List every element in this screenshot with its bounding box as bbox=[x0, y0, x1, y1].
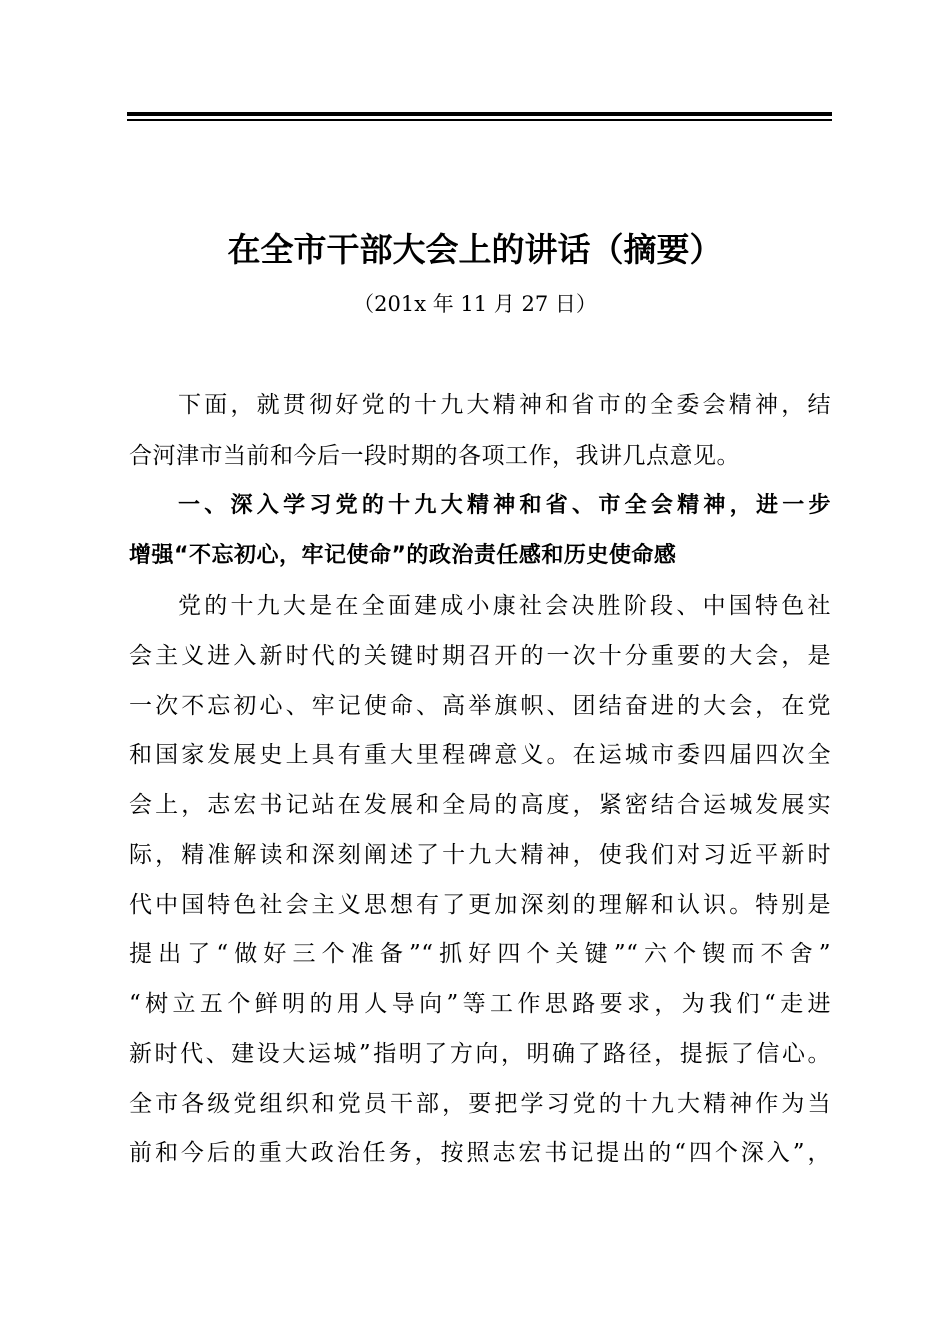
body-line: 会上，志宏书记站在发展和全局的高度，紧密结合运城发展实 bbox=[129, 792, 831, 818]
body-line: 代中国特色社会主义思想有了更加深刻的理解和认识。特别是 bbox=[129, 892, 831, 918]
body-line: 际，精准解读和深刻阐述了十九大精神，使我们对习近平新时 bbox=[129, 842, 831, 868]
body-line: 新时代、建设大运城”指明了方向，明确了路径，提振了信心。 bbox=[129, 1041, 831, 1067]
body-line: 一次不忘初心、牢记使命、高举旗帜、团结奋进的大会，在党 bbox=[129, 693, 831, 719]
header-rule-thick bbox=[127, 112, 832, 116]
body-line: “树立五个鲜明的用人导向”等工作思路要求，为我们“走进 bbox=[129, 991, 831, 1017]
body-line: 提出了“做好三个准备”“抓好四个关键”“六个锲而不舍” bbox=[129, 941, 831, 967]
body-line: 下面，就贯彻好党的十九大精神和省市的全委会精神，结 bbox=[178, 392, 831, 418]
body-line: 和国家发展史上具有重大里程碑意义。在运城市委四届四次全 bbox=[129, 742, 831, 768]
section-heading-line: 一、深入学习党的十九大精神和省、市全会精神，进一步 bbox=[178, 493, 831, 518]
section-heading-line: 增强“不忘初心，牢记使命”的政治责任感和历史使命感 bbox=[129, 543, 677, 568]
body-line: 会主义进入新时代的关键时期召开的一次十分重要的大会，是 bbox=[129, 643, 831, 669]
document-date: （201x 年 11 月 27 日） bbox=[353, 292, 597, 316]
body-line: 党的十九大是在全面建成小康社会决胜阶段、中国特色社 bbox=[178, 593, 831, 619]
header-rule-thin bbox=[127, 119, 832, 121]
body-line: 前和今后的重大政治任务，按照志宏书记提出的“四个深入”， bbox=[129, 1140, 831, 1166]
document-title: 在全市干部大会上的讲话（摘要） bbox=[227, 230, 723, 269]
body-line: 全市各级党组织和党员干部，要把学习党的十九大精神作为当 bbox=[129, 1091, 831, 1117]
body-line: 合河津市当前和今后一段时期的各项工作，我讲几点意见。 bbox=[129, 443, 740, 469]
